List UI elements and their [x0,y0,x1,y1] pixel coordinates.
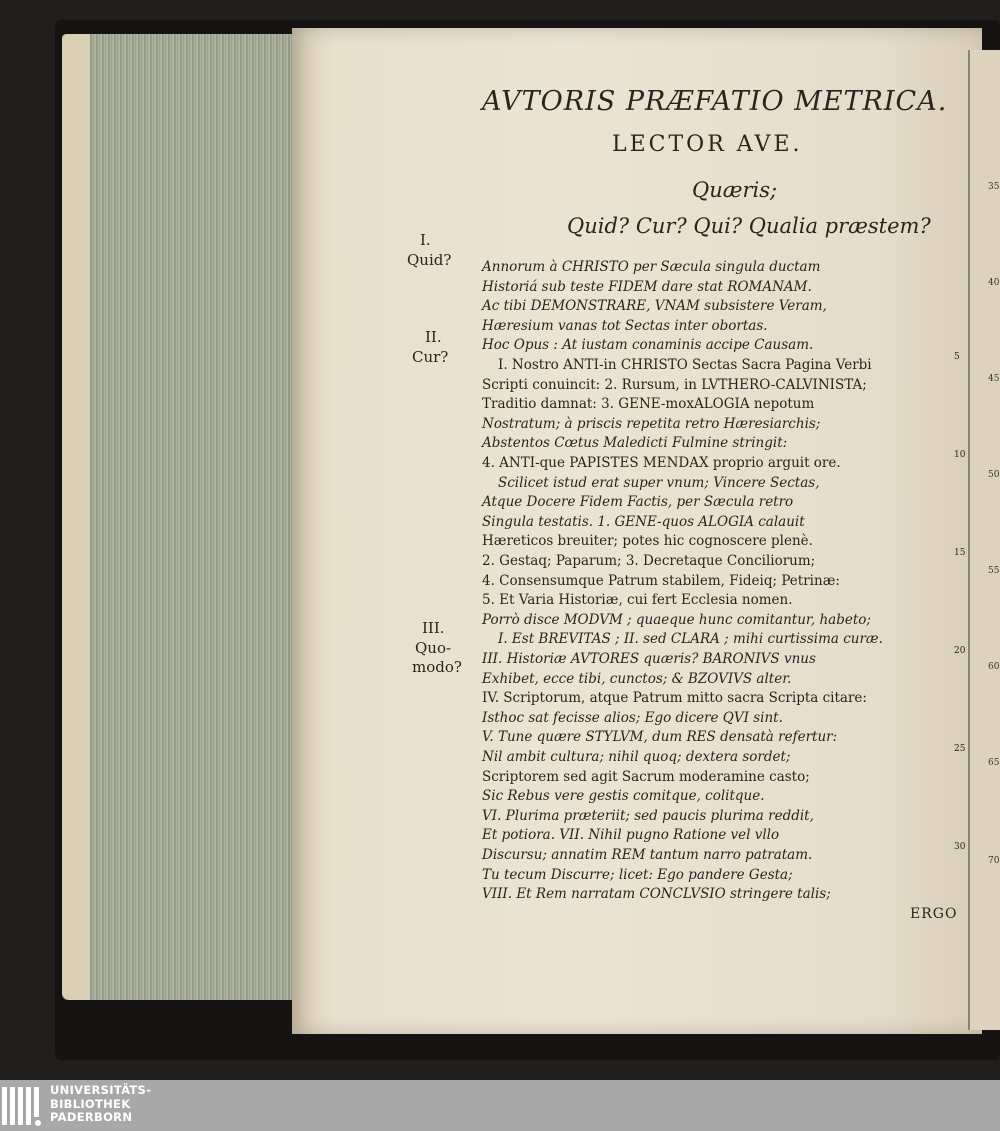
verse-line: Singula testatis. 1. GENE-quos ALOGIA calauit [482,513,805,530]
verse-line: Sic Rebus vere gestis comitque, colitque. [482,788,765,805]
next-page-number: 45 [988,374,1000,384]
verse-line: 4. Consensumque Patrum stabilem, Fideiq; Petrinæ: [482,572,840,589]
logo-line: PADERBORN [50,1110,133,1124]
margin-note-3b: Quo- [415,639,452,657]
margin-note-1b: Quid? [407,251,452,269]
library-logo-text [50,1084,151,1125]
line-number: 20 [954,646,966,656]
question-word: Quæris; [692,178,778,202]
book-cover-edge [62,34,90,1000]
line-number: 30 [954,842,966,852]
verse-line: Hoc Opus : At iustam conaminis accipe Causam. [482,337,814,354]
next-page-number: 40 [988,278,1000,288]
verse-line: VIII. Et Rem narratam CONCLVSIO stringere talis; [482,886,831,903]
line-number: 5 [954,352,960,362]
verse-line: Tu tecum Discurre; licet: Ego pandere Gesta; [482,866,793,883]
header-title: AVTORIS PRÆFATIO METRICA. [482,86,948,117]
next-page-number: 35 [988,182,1000,192]
line-number: 25 [954,744,966,754]
verse-line: Scripti conuincit: 2. Rursum, in LVTHERO-CALVINISTA; [482,376,867,393]
logo-line: BIBLIOTHEK [50,1096,131,1111]
verse-line: I. Nostro ANTI-in CHRISTO Sectas Sacra Pagina Verbi [498,357,872,373]
sub-title: LECTOR AVE. [612,132,803,157]
verse-line: Hæreticos breuiter; potes hic cognoscere plenè. [482,533,813,550]
verse-line: Nostratum; à priscis repetita retro Hæresiarchis; [482,415,821,432]
library-logo-icon [2,1085,46,1127]
next-page-number: 50 [988,470,1000,480]
verse-line: 2. Gestaq; Paparum; 3. Decretaque Conciliorum; [482,553,816,569]
verse-line: Abstentos Cœtus Maledicti Fulmine stringit: [482,435,788,452]
verse-line: VI. Plurima præteriit; sed paucis plurima reddit, [482,807,814,824]
verse-line: 4. ANTI-que PAPISTES MENDAX proprio arguit ore. [482,455,841,471]
margin-note-2b: Cur? [412,348,449,366]
verse-line: Scriptorem sed agit Sacrum moderamine casto; [482,768,810,785]
verse-line: Exhibet, ecce tibi, cunctos; & BZOVIVS alter. [482,670,792,687]
verse-line: Scilicet istud erat super vnum; Vincere Sectas, [498,474,820,491]
verse-line: III. Historiæ AVTORES quæris? BARONIVS vnus [482,651,816,667]
line-number: 10 [954,450,966,460]
verse-line: 5. Et Varia Historiæ, cui fert Ecclesia nomen. [482,592,793,609]
book-page [292,28,982,1034]
margin-note-3c: modo? [412,658,462,676]
verse-line: Hæresium vanas tot Sectas inter obortas. [482,317,768,334]
verse-line: Historiá sub teste FIDEM dare stat ROMANAM. [482,278,812,295]
verse-line: Isthoc sat fecisse alios; Ego dicere QVI sint. [482,709,783,726]
margin-note-1: I. [420,231,431,249]
verse-line: V. Tune quære STYLVM, dum RES densatà refertur: [482,729,838,746]
margin-note-2: II. [425,328,442,346]
margin-note-3: III. [422,619,445,637]
page-stack-edge [62,34,324,1000]
verse-line: Atque Docere Fidem Factis, per Sæcula retro [482,494,794,511]
line-number: 15 [954,548,966,558]
next-page-number: 70 [988,856,1000,866]
verse-line: Traditio damnat: 3. GENE-moxALOGIA nepotum [482,396,815,413]
verse-line: Annorum à CHRISTO per Sæcula singula ductam [482,259,821,275]
verse-line: Discursu; annatim REM tantum narro patratam. [482,847,813,863]
verse-line: Ac tibi DEMONSTRARE, VNAM subsistere Veram, [482,298,827,315]
question-line: Quid? Cur? Qui? Qualia præstem? [567,214,931,238]
verse-line: I. Est BREVITAS ; II. sed CLARA ; mihi curtissima curæ. [498,631,883,648]
next-page-edge [968,50,1000,1030]
verse-line: IV. Scriptorum, atque Patrum mitto sacra Scripta citare: [482,690,867,707]
next-page-number: 55 [988,566,1000,576]
logo-line: UNIVERSITÄTS- [50,1083,152,1097]
verse-line: Porrò disce MODVM ; quaeque hunc comitantur, habeto; [482,611,871,628]
catchword: ERGO [910,906,958,922]
verse-line: Nil ambit cultura; nihil quoq; dextera sordet; [482,749,791,765]
next-page-number: 60 [988,662,1000,672]
library-footer [0,1080,1000,1131]
verse-line: Et potiora. VII. Nihil pugno Ratione vel vllo [482,827,780,844]
next-page-number: 65 [988,758,1000,768]
